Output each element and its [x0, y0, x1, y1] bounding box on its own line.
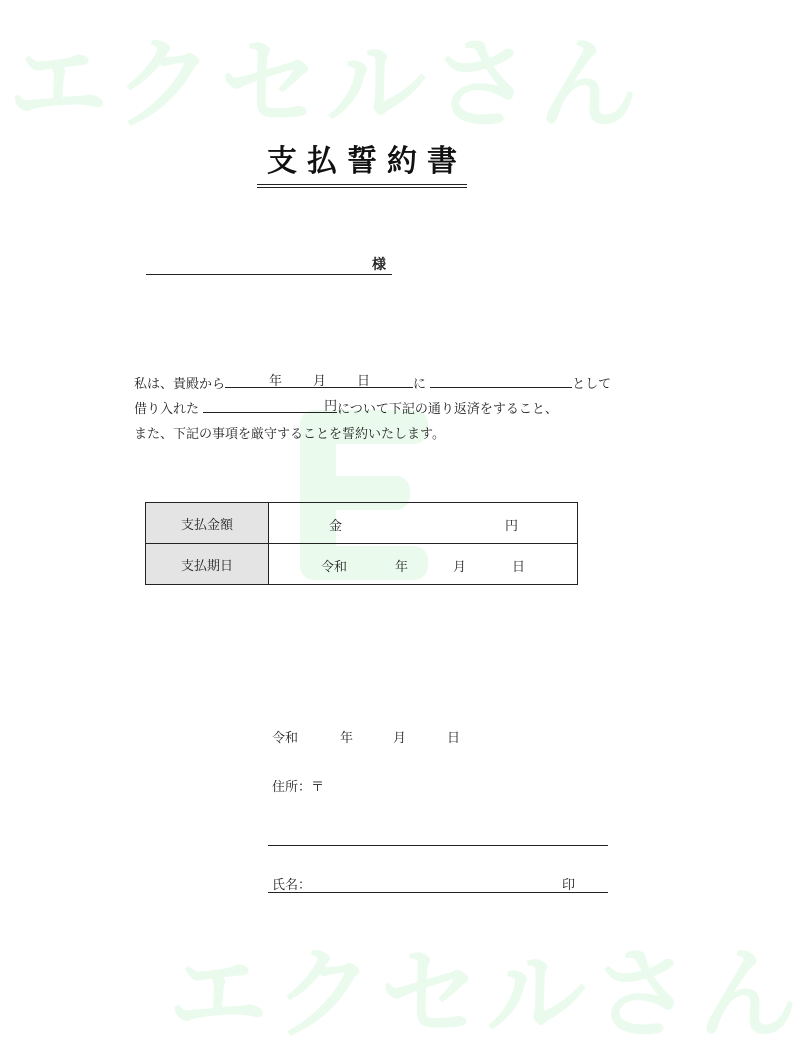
due-era: 令和 — [321, 560, 348, 575]
address-label: 住所：〒 — [272, 780, 325, 795]
borrow-year-label: 年 — [269, 374, 283, 389]
purpose-blank[interactable] — [430, 372, 572, 388]
pledge-line-2-suffix: について下記の通り返済をすること、 — [337, 402, 558, 417]
borrow-date-blank[interactable] — [225, 372, 413, 388]
document-title: 支払誓約書 — [257, 136, 467, 188]
pledge-body — [134, 372, 611, 447]
payment-terms-table — [145, 502, 578, 585]
borrow-day-label: 日 — [357, 374, 371, 389]
pledge-line-1: 私は、貴殿から 年 月 日 に として — [134, 372, 611, 397]
addressee-suffix: 様 — [372, 257, 386, 273]
table-row — [146, 544, 578, 585]
seal-mark: 印 — [562, 878, 576, 893]
borrow-month-label: 月 — [313, 374, 327, 389]
pledge-line-3: また、下記の事項を厳守することを誓約いたします。 — [134, 427, 445, 442]
due-day: 日 — [512, 560, 526, 575]
addressee-line[interactable] — [146, 254, 392, 275]
watermark-top: エクセルさん — [8, 26, 644, 143]
amount-prefix: 金 — [329, 519, 343, 534]
name-line[interactable] — [268, 892, 608, 893]
document-title-wrap — [0, 136, 724, 188]
pledge-line-1-suffix: として — [572, 377, 612, 392]
due-month: 月 — [453, 560, 467, 575]
due-year: 年 — [395, 560, 409, 575]
payment-date-field[interactable] — [269, 544, 578, 585]
pledge-line-2: 借り入れた 円 について下記の通り返済をすること、 — [134, 397, 611, 422]
sign-date-month[interactable]: 月 — [393, 731, 407, 746]
particle-ni: に — [413, 377, 427, 392]
sign-date-year[interactable]: 年 — [340, 731, 354, 746]
table-row — [146, 503, 578, 544]
borrowed-amount-blank[interactable] — [203, 397, 337, 413]
name-label: 氏名： — [272, 878, 312, 893]
payment-date-label: 支払期日 — [146, 544, 269, 585]
address-line[interactable] — [268, 845, 608, 846]
sign-date-day[interactable]: 日 — [447, 731, 461, 746]
watermark-bottom: エクセルさん — [168, 936, 804, 1053]
borrowed-yen-label: 円 — [324, 399, 338, 414]
amount-unit: 円 — [505, 519, 519, 534]
sign-date-era: 令和 — [272, 731, 299, 746]
payment-amount-label: 支払金額 — [146, 503, 269, 544]
payment-amount-field[interactable] — [269, 503, 578, 544]
